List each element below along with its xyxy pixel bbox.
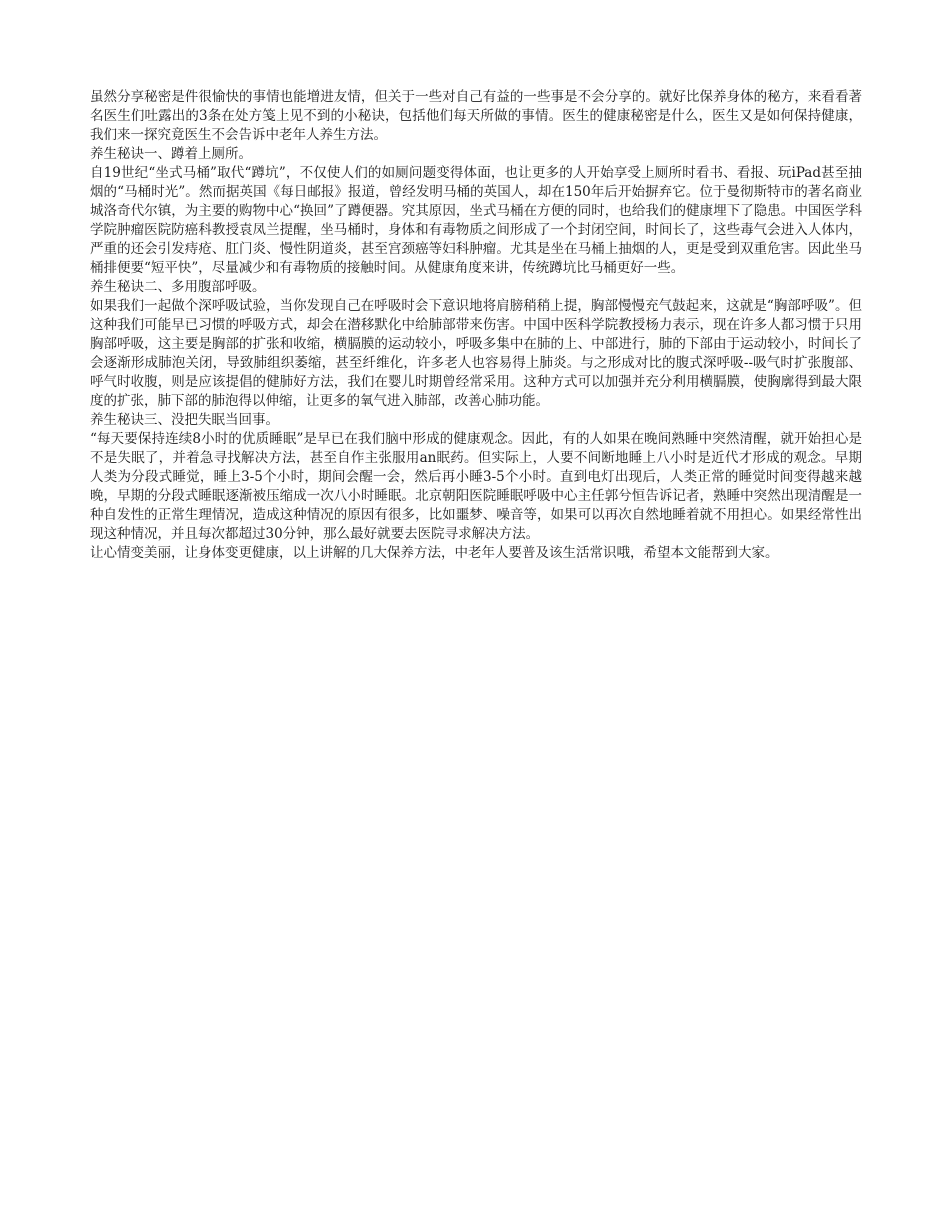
section-body-3: “每天要保持连续8小时的优质睡眠”是早已在我们脑中形成的健康观念。因此，有的人如果在晚间熟睡中突然清醒，就开始担心是不是失眠了，并着急寻找解决方法，甚至自作主张服用an眠药。但实际上，人要不间断地睡上八小时是近代才形成的观念。早期人类为分段式睡觉，睡上3-5个小时，期间会醒一会，然后再小睡3-5个小时。直到电灯出现后，人类正常的睡觉时间变得越来越晚，早期的分段式睡眠逐渐被压缩成一次八小时睡眠。北京朝阳医院睡眠呼吸中心主任郭兮恒告诉记者，熟睡中突然出现清醒是一种自发性的正常生理情况，造成这种情况的原因有很多，比如噩梦、噪音等，如果可以再次自然地睡着就不用担心。如果经常性出现这种情况，并且每次都超过30分钟，那么最好就要去医院寻求解决方法。 bbox=[90, 431, 862, 542]
section-heading-3: 养生秘诀三、没把失眠当回事。 bbox=[90, 412, 279, 428]
section-body-1: 自19世纪“坐式马桶”取代“蹲坑”，不仅使人们的如厕问题变得体面，也让更多的人开始享受上厕所时看书、看报、玩iPad甚至抽烟的“马桶时光”。然而据英国《每日邮报》报道，曾经发明马桶的英国人，却在150年后开始摒弃它。位于曼彻斯特市的著名商业城洛奇代尔镇，为主要的购物中心“换回”了蹲便器。究其原因，坐式马桶在方便的同时，也给我们的健康埋下了隐患。中国医学科学院肿瘤医院防癌科教授袁凤兰提醒，坐马桶时，身体和有毒物质之间形成了一个封闭空间，时间长了，这些毒气会进入人体内，严重的还会引发痔疮、肛门炎、慢性阴道炎，甚至宫颈癌等妇科肿瘤。尤其是坐在马桶上抽烟的人，更是受到双重危害。因此坐马桶排便要“短平快”，尽量减少和有毒物质的接触时间。从健康角度来讲，传统蹲坑比马桶更好一些。 bbox=[90, 165, 862, 276]
section-heading-2: 养生秘诀二、多用腹部呼吸。 bbox=[90, 279, 266, 295]
section-heading-1: 养生秘诀一、蹲着上厕所。 bbox=[90, 146, 252, 162]
intro-paragraph: 虽然分享秘密是件很愉快的事情也能增进友情，但关于一些对自己有益的一些事是不会分享的。就好比保养身体的秘方，来看看著名医生们吐露出的3条在处方笺上见不到的小秘诀，包括他们每天所做的事情。医生的健康秘密是什么，医生又是如何保持健康，我们来一探究竟医生不会告诉中老年人养生方法。 bbox=[90, 89, 862, 143]
section-body-2: 如果我们一起做个深呼吸试验，当你发现自己在呼吸时会下意识地将肩膀稍稍上提，胸部慢慢充气鼓起来，这就是“胸部呼吸”。但这种我们可能早已习惯的呼吸方式，却会在潜移默化中给肺部带来伤害。中国中医科学院教授杨力表示，现在许多人都习惯于只用胸部呼吸，这主要是胸部的扩张和收缩，横膈膜的运动较小，呼吸多集中在肺的上、中部进行，肺的下部由于运动较小，时间长了会逐渐形成肺泡关闭，导致肺组织萎缩，甚至纤维化，许多老人也容易得上肺炎。与之形成对比的腹式深呼吸--吸气时扩张腹部、呼气时收腹，则是应该提倡的健肺好方法，我们在婴儿时期曾经常采用。这种方式可以加强并充分利用横膈膜，使胸廓得到最大限度的扩张，肺下部的肺泡得以伸缩，让更多的氧气进入肺部，改善心肺功能。 bbox=[90, 298, 862, 409]
document-body bbox=[90, 88, 862, 563]
conclusion-paragraph: 让心情变美丽，让身体变更健康，以上讲解的几大保养方法，中老年人要普及该生活常识哦，希望本文能帮到大家。 bbox=[90, 545, 779, 561]
